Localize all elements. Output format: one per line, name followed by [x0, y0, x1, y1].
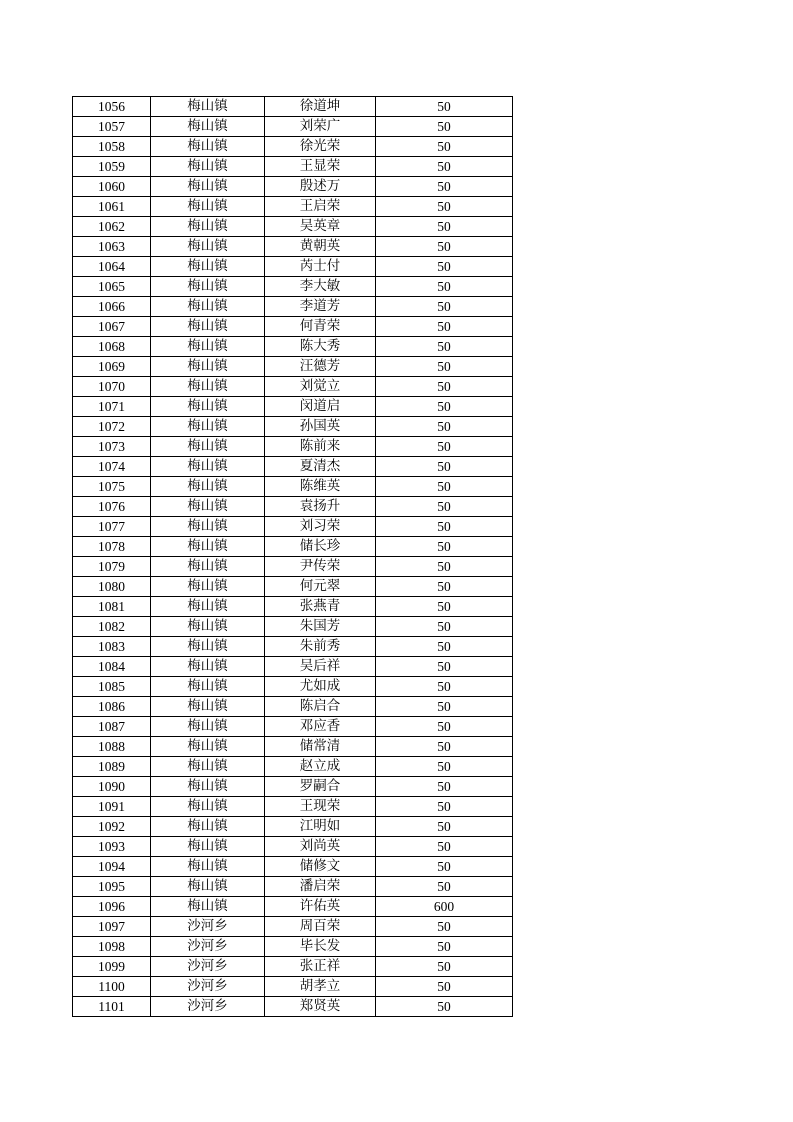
table-row: [73, 277, 513, 297]
township-cell: 梅山镇: [151, 797, 265, 817]
township-cell: 梅山镇: [151, 417, 265, 437]
amount-cell: 600: [376, 897, 513, 917]
name-cell: 张正祥: [265, 957, 376, 977]
amount-cell: 50: [376, 957, 513, 977]
row-number-cell: 1088: [73, 737, 151, 757]
amount-cell: 50: [376, 497, 513, 517]
table-row: [73, 297, 513, 317]
table-row: [73, 977, 513, 997]
name-cell: 袁扬升: [265, 497, 376, 517]
name-cell: 黄朝英: [265, 237, 376, 257]
amount-cell: 50: [376, 117, 513, 137]
amount-cell: 50: [376, 337, 513, 357]
amount-cell: 50: [376, 157, 513, 177]
township-cell: 梅山镇: [151, 177, 265, 197]
row-number-cell: 1063: [73, 237, 151, 257]
name-cell: 徐光荣: [265, 137, 376, 157]
table-row: [73, 697, 513, 717]
table-row: [73, 237, 513, 257]
amount-cell: 50: [376, 177, 513, 197]
row-number-cell: 1069: [73, 357, 151, 377]
township-cell: 梅山镇: [151, 657, 265, 677]
name-cell: 刘荣广: [265, 117, 376, 137]
name-cell: 陈前来: [265, 437, 376, 457]
township-cell: 梅山镇: [151, 257, 265, 277]
township-cell: 梅山镇: [151, 697, 265, 717]
amount-cell: 50: [376, 997, 513, 1017]
amount-cell: 50: [376, 717, 513, 737]
township-cell: 梅山镇: [151, 197, 265, 217]
row-number-cell: 1057: [73, 117, 151, 137]
name-cell: 尹传荣: [265, 557, 376, 577]
township-cell: 梅山镇: [151, 517, 265, 537]
name-cell: 刘习荣: [265, 517, 376, 537]
amount-cell: 50: [376, 797, 513, 817]
name-cell: 许佑英: [265, 897, 376, 917]
name-cell: 张燕青: [265, 597, 376, 617]
name-cell: 潘启荣: [265, 877, 376, 897]
name-cell: 陈维英: [265, 477, 376, 497]
table-row: [73, 677, 513, 697]
name-cell: 夏清杰: [265, 457, 376, 477]
row-number-cell: 1079: [73, 557, 151, 577]
table-row: [73, 557, 513, 577]
name-cell: 吴后祥: [265, 657, 376, 677]
table-row: [73, 197, 513, 217]
table-row: [73, 857, 513, 877]
township-cell: 梅山镇: [151, 217, 265, 237]
amount-cell: 50: [376, 637, 513, 657]
table-row: [73, 577, 513, 597]
table-row: [73, 657, 513, 677]
amount-cell: 50: [376, 857, 513, 877]
table-row: [73, 357, 513, 377]
table-row: [73, 397, 513, 417]
row-number-cell: 1062: [73, 217, 151, 237]
row-number-cell: 1059: [73, 157, 151, 177]
row-number-cell: 1078: [73, 537, 151, 557]
name-cell: 赵立成: [265, 757, 376, 777]
table-row: [73, 377, 513, 397]
row-number-cell: 1095: [73, 877, 151, 897]
township-cell: 梅山镇: [151, 537, 265, 557]
township-cell: 梅山镇: [151, 477, 265, 497]
amount-cell: 50: [376, 437, 513, 457]
name-cell: 孙国英: [265, 417, 376, 437]
table-row: [73, 717, 513, 737]
table-row: [73, 137, 513, 157]
row-number-cell: 1081: [73, 597, 151, 617]
table-row: [73, 797, 513, 817]
row-number-cell: 1086: [73, 697, 151, 717]
name-cell: 陈大秀: [265, 337, 376, 357]
table-row: [73, 477, 513, 497]
table-row: [73, 777, 513, 797]
name-cell: 李大敏: [265, 277, 376, 297]
township-cell: 梅山镇: [151, 597, 265, 617]
amount-cell: 50: [376, 477, 513, 497]
township-cell: 梅山镇: [151, 317, 265, 337]
table-row: [73, 817, 513, 837]
amount-cell: 50: [376, 937, 513, 957]
data-table: [72, 96, 513, 1017]
township-cell: 梅山镇: [151, 437, 265, 457]
table-row: [73, 637, 513, 657]
row-number-cell: 1061: [73, 197, 151, 217]
table-row: [73, 997, 513, 1017]
name-cell: 何青荣: [265, 317, 376, 337]
name-cell: 李道芳: [265, 297, 376, 317]
township-cell: 沙河乡: [151, 937, 265, 957]
township-cell: 梅山镇: [151, 817, 265, 837]
row-number-cell: 1094: [73, 857, 151, 877]
table-row: [73, 617, 513, 637]
row-number-cell: 1082: [73, 617, 151, 637]
amount-cell: 50: [376, 737, 513, 757]
township-cell: 沙河乡: [151, 997, 265, 1017]
name-cell: 朱国芳: [265, 617, 376, 637]
amount-cell: 50: [376, 197, 513, 217]
township-cell: 梅山镇: [151, 677, 265, 697]
name-cell: 朱前秀: [265, 637, 376, 657]
township-cell: 梅山镇: [151, 637, 265, 657]
amount-cell: 50: [376, 757, 513, 777]
name-cell: 徐道坤: [265, 97, 376, 117]
township-cell: 梅山镇: [151, 277, 265, 297]
row-number-cell: 1098: [73, 937, 151, 957]
row-number-cell: 1073: [73, 437, 151, 457]
name-cell: 储修文: [265, 857, 376, 877]
row-number-cell: 1096: [73, 897, 151, 917]
township-cell: 沙河乡: [151, 977, 265, 997]
row-number-cell: 1080: [73, 577, 151, 597]
table-row: [73, 917, 513, 937]
name-cell: 胡孝立: [265, 977, 376, 997]
amount-cell: 50: [376, 237, 513, 257]
name-cell: 邓应香: [265, 717, 376, 737]
amount-cell: 50: [376, 417, 513, 437]
name-cell: 储长珍: [265, 537, 376, 557]
township-cell: 梅山镇: [151, 97, 265, 117]
amount-cell: 50: [376, 397, 513, 417]
township-cell: 梅山镇: [151, 357, 265, 377]
row-number-cell: 1067: [73, 317, 151, 337]
row-number-cell: 1066: [73, 297, 151, 317]
table-row: [73, 957, 513, 977]
amount-cell: 50: [376, 97, 513, 117]
table-body: [73, 97, 513, 1017]
row-number-cell: 1091: [73, 797, 151, 817]
name-cell: 陈启合: [265, 697, 376, 717]
amount-cell: 50: [376, 917, 513, 937]
table-row: [73, 337, 513, 357]
amount-cell: 50: [376, 557, 513, 577]
table-row: [73, 97, 513, 117]
table-row: [73, 177, 513, 197]
table-row: [73, 497, 513, 517]
name-cell: 尤如成: [265, 677, 376, 697]
amount-cell: 50: [376, 597, 513, 617]
amount-cell: 50: [376, 137, 513, 157]
township-cell: 梅山镇: [151, 397, 265, 417]
table-row: [73, 597, 513, 617]
amount-cell: 50: [376, 277, 513, 297]
amount-cell: 50: [376, 217, 513, 237]
township-cell: 梅山镇: [151, 377, 265, 397]
row-number-cell: 1070: [73, 377, 151, 397]
township-cell: 梅山镇: [151, 757, 265, 777]
amount-cell: 50: [376, 977, 513, 997]
row-number-cell: 1074: [73, 457, 151, 477]
amount-cell: 50: [376, 777, 513, 797]
name-cell: 闵道启: [265, 397, 376, 417]
table-row: [73, 937, 513, 957]
row-number-cell: 1068: [73, 337, 151, 357]
amount-cell: 50: [376, 517, 513, 537]
row-number-cell: 1056: [73, 97, 151, 117]
amount-cell: 50: [376, 537, 513, 557]
name-cell: 毕长发: [265, 937, 376, 957]
amount-cell: 50: [376, 657, 513, 677]
township-cell: 梅山镇: [151, 837, 265, 857]
name-cell: 吴英章: [265, 217, 376, 237]
township-cell: 梅山镇: [151, 737, 265, 757]
name-cell: 何元翠: [265, 577, 376, 597]
row-number-cell: 1060: [73, 177, 151, 197]
table-row: [73, 257, 513, 277]
row-number-cell: 1100: [73, 977, 151, 997]
name-cell: 郑贤英: [265, 997, 376, 1017]
row-number-cell: 1101: [73, 997, 151, 1017]
amount-cell: 50: [376, 677, 513, 697]
row-number-cell: 1065: [73, 277, 151, 297]
row-number-cell: 1097: [73, 917, 151, 937]
name-cell: 江明如: [265, 817, 376, 837]
name-cell: 罗嗣合: [265, 777, 376, 797]
row-number-cell: 1075: [73, 477, 151, 497]
name-cell: 芮士付: [265, 257, 376, 277]
table-row: [73, 837, 513, 857]
township-cell: 梅山镇: [151, 117, 265, 137]
row-number-cell: 1085: [73, 677, 151, 697]
table-row: [73, 897, 513, 917]
township-cell: 梅山镇: [151, 157, 265, 177]
township-cell: 梅山镇: [151, 857, 265, 877]
amount-cell: 50: [376, 357, 513, 377]
table-row: [73, 537, 513, 557]
table-row: [73, 117, 513, 137]
township-cell: 梅山镇: [151, 577, 265, 597]
row-number-cell: 1058: [73, 137, 151, 157]
township-cell: 沙河乡: [151, 957, 265, 977]
township-cell: 梅山镇: [151, 897, 265, 917]
township-cell: 梅山镇: [151, 137, 265, 157]
amount-cell: 50: [376, 817, 513, 837]
township-cell: 梅山镇: [151, 617, 265, 637]
amount-cell: 50: [376, 617, 513, 637]
row-number-cell: 1087: [73, 717, 151, 737]
row-number-cell: 1072: [73, 417, 151, 437]
amount-cell: 50: [376, 697, 513, 717]
township-cell: 梅山镇: [151, 777, 265, 797]
amount-cell: 50: [376, 837, 513, 857]
amount-cell: 50: [376, 257, 513, 277]
township-cell: 梅山镇: [151, 877, 265, 897]
amount-cell: 50: [376, 877, 513, 897]
township-cell: 梅山镇: [151, 237, 265, 257]
name-cell: 王启荣: [265, 197, 376, 217]
name-cell: 殷述万: [265, 177, 376, 197]
row-number-cell: 1083: [73, 637, 151, 657]
name-cell: 周百荣: [265, 917, 376, 937]
table-row: [73, 457, 513, 477]
name-cell: 王显荣: [265, 157, 376, 177]
township-cell: 梅山镇: [151, 717, 265, 737]
name-cell: 储常清: [265, 737, 376, 757]
township-cell: 梅山镇: [151, 457, 265, 477]
table-row: [73, 737, 513, 757]
row-number-cell: 1093: [73, 837, 151, 857]
row-number-cell: 1084: [73, 657, 151, 677]
amount-cell: 50: [376, 297, 513, 317]
township-cell: 梅山镇: [151, 297, 265, 317]
township-cell: 沙河乡: [151, 917, 265, 937]
table-row: [73, 757, 513, 777]
table-row: [73, 517, 513, 537]
name-cell: 王现荣: [265, 797, 376, 817]
row-number-cell: 1090: [73, 777, 151, 797]
amount-cell: 50: [376, 377, 513, 397]
township-cell: 梅山镇: [151, 337, 265, 357]
table-row: [73, 877, 513, 897]
amount-cell: 50: [376, 577, 513, 597]
amount-cell: 50: [376, 457, 513, 477]
name-cell: 刘尚英: [265, 837, 376, 857]
row-number-cell: 1077: [73, 517, 151, 537]
name-cell: 汪德芳: [265, 357, 376, 377]
table-row: [73, 217, 513, 237]
row-number-cell: 1089: [73, 757, 151, 777]
table-row: [73, 437, 513, 457]
township-cell: 梅山镇: [151, 557, 265, 577]
table-row: [73, 157, 513, 177]
row-number-cell: 1076: [73, 497, 151, 517]
amount-cell: 50: [376, 317, 513, 337]
row-number-cell: 1064: [73, 257, 151, 277]
table-row: [73, 417, 513, 437]
table-row: [73, 317, 513, 337]
name-cell: 刘觉立: [265, 377, 376, 397]
row-number-cell: 1092: [73, 817, 151, 837]
row-number-cell: 1071: [73, 397, 151, 417]
row-number-cell: 1099: [73, 957, 151, 977]
township-cell: 梅山镇: [151, 497, 265, 517]
